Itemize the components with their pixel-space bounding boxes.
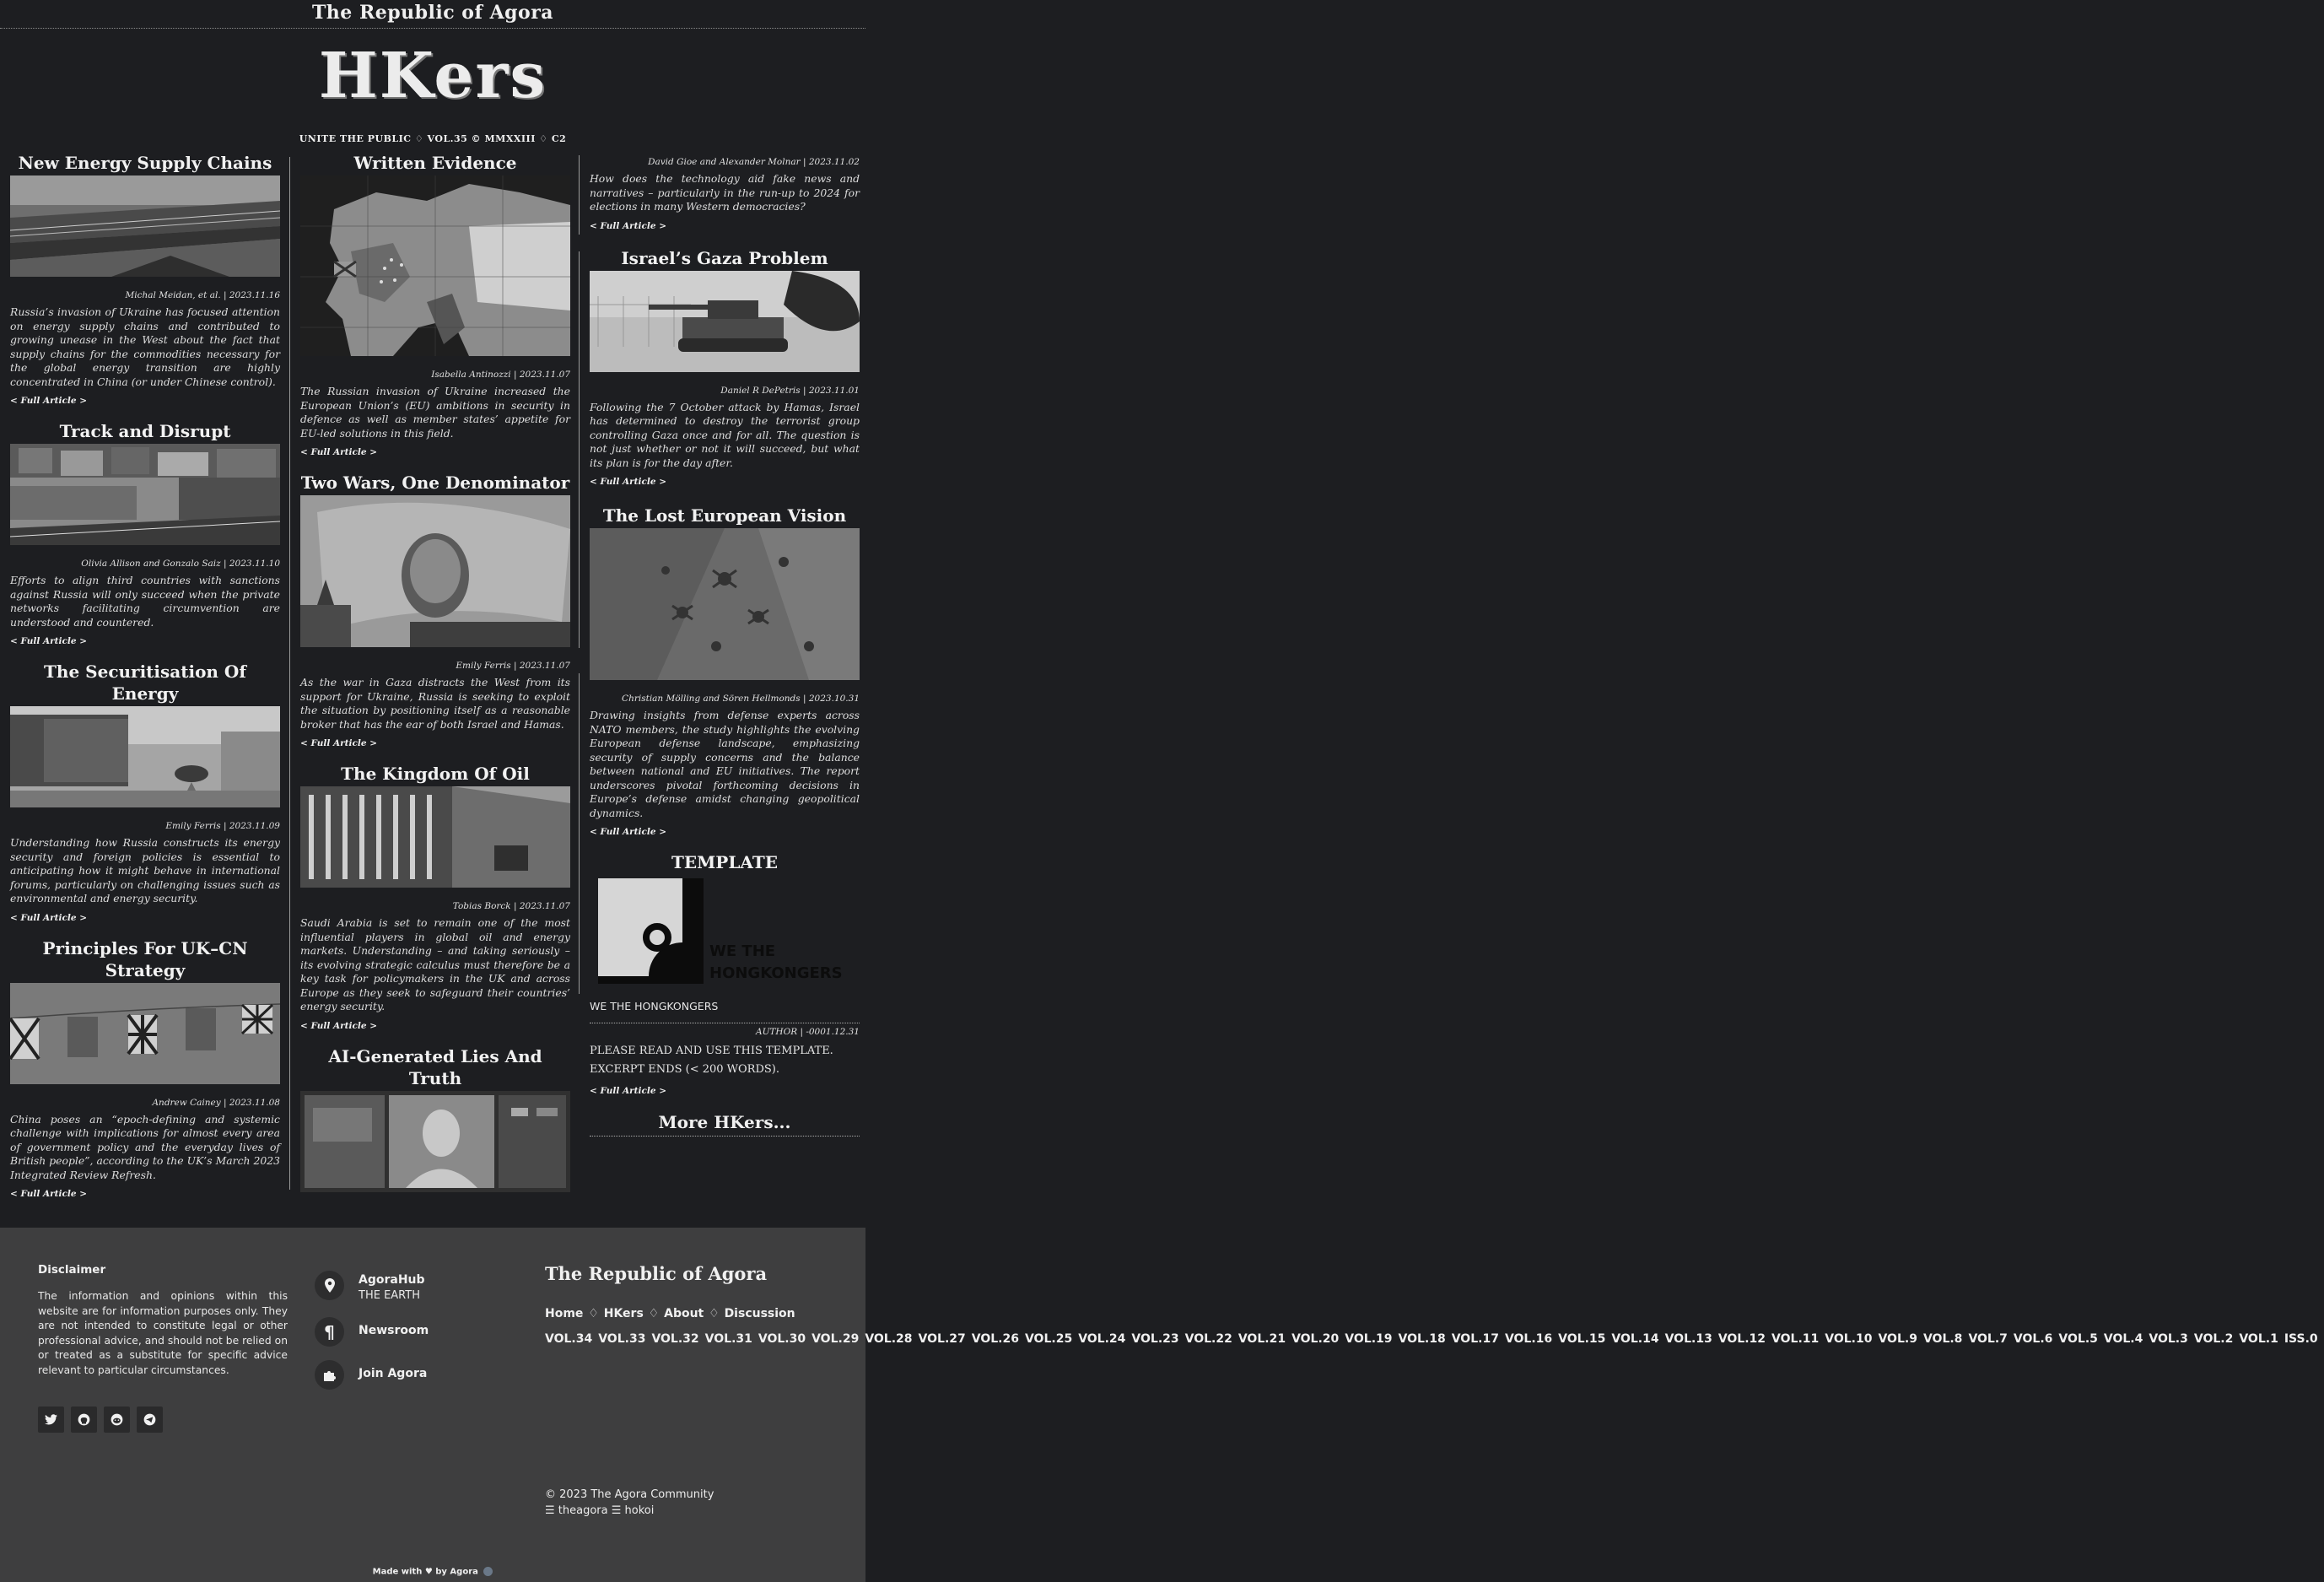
template-body-line-1: PLEASE READ AND USE THIS TEMPLATE. <box>590 1045 833 1057</box>
article-card <box>10 152 280 407</box>
logo-text-line-1: WE THE <box>709 942 776 960</box>
volume-link[interactable]: VOL.31 <box>704 1332 752 1346</box>
made-with-text: Made with <box>372 1567 423 1577</box>
issue-subline: UNITE THE PUBLIC ♢ VOL.35 © MMXXIII ♢ C2 <box>299 133 567 144</box>
nav-hkers[interactable]: HKers <box>603 1307 644 1320</box>
article-card <box>10 420 280 647</box>
volume-link[interactable]: VOL.28 <box>865 1332 913 1346</box>
volume-links <box>545 1328 2318 1350</box>
nav-about[interactable]: About <box>664 1307 704 1320</box>
volume-link[interactable]: VOL.25 <box>1024 1332 1073 1346</box>
article-image-flag-portrait[interactable] <box>300 495 570 647</box>
we-the-hongkongers-logo[interactable] <box>590 875 860 993</box>
column-divider <box>579 251 580 648</box>
agora-dot-icon <box>483 1567 493 1576</box>
article-title[interactable]: The Securitisation Of Energy <box>44 661 246 704</box>
column-divider <box>579 673 580 994</box>
volume-link[interactable]: VOL.30 <box>758 1332 806 1346</box>
full-article-link[interactable]: < Full Article > <box>300 447 378 457</box>
volume-link[interactable]: VOL.1 <box>2239 1332 2278 1346</box>
pilcrow-icon: ¶ <box>315 1317 344 1347</box>
template-body-line-2: EXCERPT ENDS (< 200 WORDS). <box>590 1063 779 1076</box>
volume-link[interactable]: VOL.26 <box>971 1332 1019 1346</box>
volume-link[interactable]: VOL.19 <box>1345 1332 1393 1346</box>
article-card <box>10 937 280 1201</box>
masthead-title: HKers <box>318 40 547 112</box>
volume-link[interactable]: VOL.3 <box>2149 1332 2188 1346</box>
nav-separator: ♢ <box>588 1307 599 1320</box>
article-card <box>300 763 570 1032</box>
full-article-link[interactable]: < Full Article > <box>590 827 667 837</box>
nav-discussion[interactable]: Discussion <box>724 1307 795 1320</box>
volume-link[interactable]: VOL.32 <box>651 1332 699 1346</box>
article-excerpt: China poses an “epoch-defining and systemic challenge with implications for almost every area of government policy and the everyday lives of British people”, according to the UK’s March 2023 Integrated Review Refresh. <box>10 1112 280 1181</box>
made-by-text: by Agora <box>435 1567 478 1577</box>
location-pin-icon <box>315 1271 344 1300</box>
article-excerpt: Drawing insights from defense experts across NATO members, the study highlights the evolving European defense landscape, emphasizing security of supply concerns and the balance between national and EU initiatives. The report underscores pivotal forthcoming decisions in Europe’s defense amidst changing geopolitical dynamics. <box>590 709 860 819</box>
article-columns <box>10 152 860 1198</box>
article-card <box>300 472 570 749</box>
volume-link[interactable]: VOL.21 <box>1237 1332 1286 1346</box>
footer-copyright <box>545 1487 714 1519</box>
volume-link[interactable]: VOL.12 <box>1717 1332 1766 1346</box>
article-title[interactable]: Written Evidence <box>353 153 517 173</box>
article-excerpt: Saudi Arabia is set to remain one of the most influential players in global oil and energy markets. Understanding – and taking seriously – its evolving strategic calculus must therefore be a key task for policymakers in the UK and across Europe as they seek to safeguard their countries’ energy security. <box>300 916 570 1012</box>
volume-link[interactable]: VOL.7 <box>1968 1332 2008 1346</box>
full-article-link[interactable]: < Full Article > <box>590 1086 667 1096</box>
volume-link[interactable]: VOL.6 <box>2013 1332 2053 1346</box>
article-meta: Olivia Allison and Gonzalo Saiz | 2023.11.10 <box>81 559 280 569</box>
column-left <box>10 152 280 1213</box>
site-footer <box>0 1228 2318 1582</box>
article-image-tank[interactable] <box>590 271 860 372</box>
article-excerpt: Understanding how Russia constructs its energy security and foreign policies is essential to anticipating how it might behave in international forums, particularly on challenging issues such as environmental and energy security. <box>10 836 280 904</box>
article-excerpt: Following the 7 October attack by Hamas, Israel has determined to destroy the terrorist group controlling Gaza once and for all. The question is not just whether or not it will succeed, but what its plan is for the day after. <box>590 400 860 469</box>
contact-sub: THE EARTH <box>359 1289 420 1302</box>
more-hkers-link[interactable]: More HKers... <box>590 1112 860 1137</box>
article-image-railway[interactable] <box>10 175 280 277</box>
column-right <box>590 152 860 1137</box>
volume-link[interactable]: VOL.2 <box>2193 1332 2234 1346</box>
volume-link[interactable]: VOL.17 <box>1451 1332 1499 1346</box>
disclaimer-text: The information and opinions within this website are for information purposes only. They are not intended to constitute legal or other professional advice, and should not be relied on or treated as a substitute for specific advice relevant to particular circumstances. <box>38 1290 288 1376</box>
article-image-flags[interactable] <box>10 983 280 1084</box>
article-card <box>10 661 280 924</box>
article-meta: Daniel R DePetris | 2023.11.01 <box>720 385 860 396</box>
template-card <box>590 851 860 1097</box>
article-image-containers[interactable] <box>10 444 280 545</box>
article-excerpt: The Russian invasion of Ukraine increased the European Union’s (EU) ambitions in security in defence as well as member states’ appetite for EU-led solutions in this field. <box>300 385 570 440</box>
template-title[interactable]: TEMPLATE <box>671 852 778 872</box>
volume-link[interactable]: VOL.10 <box>1825 1332 1873 1346</box>
full-article-link[interactable]: < Full Article > <box>10 1189 88 1199</box>
heart-icon: ♥ <box>424 1567 433 1577</box>
footer-links[interactable]: ☰ theagora ☰ hokoi <box>545 1504 655 1517</box>
article-meta: Andrew Cainey | 2023.11.08 <box>152 1097 280 1108</box>
contact-join-agora[interactable] <box>315 1360 427 1390</box>
volume-link[interactable]: VOL.9 <box>1878 1332 1917 1346</box>
contact-label: Join Agora <box>359 1367 428 1380</box>
footer-nav <box>545 1307 795 1320</box>
article-title[interactable]: AI-Generated Lies And Truth <box>328 1045 542 1088</box>
nav-separator: ♢ <box>648 1307 660 1320</box>
social-links <box>38 1407 163 1433</box>
article-card <box>590 247 860 489</box>
nav-separator: ♢ <box>709 1307 720 1320</box>
site-title-link[interactable]: The Republic of Agora <box>0 0 865 29</box>
article-title[interactable]: The Kingdom Of Oil <box>341 764 530 784</box>
article-image-drones[interactable] <box>590 528 860 680</box>
full-article-link[interactable]: < Full Article > <box>10 396 88 406</box>
article-title[interactable]: The Lost European Vision <box>602 505 847 526</box>
copyright-text: © 2023 The Agora Community <box>545 1488 714 1501</box>
article-card-continuation <box>590 157 860 232</box>
volume-link[interactable]: VOL.14 <box>1611 1332 1659 1346</box>
volume-link[interactable]: VOL.13 <box>1664 1332 1712 1346</box>
volume-link[interactable]: VOL.20 <box>1291 1332 1340 1346</box>
article-excerpt: Russia’s invasion of Ukraine has focused attention on energy supply chains and contributed to growing unease in the West about the fact that supply chains for the commodities necessary for the global energy transition are highly concentrated in China (or under Chinese control). <box>10 305 280 388</box>
template-caption: WE THE HONGKONGERS <box>590 1000 860 1023</box>
volume-link[interactable]: VOL.22 <box>1184 1332 1232 1346</box>
article-meta: Emily Ferris | 2023.11.07 <box>456 661 570 671</box>
volume-link[interactable]: VOL.5 <box>2058 1332 2098 1346</box>
full-article-link[interactable]: < Full Article > <box>590 220 667 231</box>
column-divider <box>289 157 290 1190</box>
made-with-credit <box>0 1567 865 1577</box>
logo-text-line-2: HONGKONGERS <box>709 964 843 982</box>
article-meta: David Gioe and Alexander Molnar | 2023.11.02 <box>648 157 860 167</box>
column-middle <box>300 152 570 1206</box>
full-article-link[interactable]: < Full Article > <box>590 477 667 487</box>
article-meta: Tobias Borck | 2023.11.07 <box>452 901 570 911</box>
volume-link[interactable]: VOL.34 <box>545 1332 593 1346</box>
volume-link[interactable]: VOL.16 <box>1504 1332 1553 1346</box>
disclaimer-title: Disclaimer <box>38 1263 106 1277</box>
article-title[interactable]: New Energy Supply Chains <box>18 153 272 173</box>
volume-link[interactable]: VOL.33 <box>598 1332 646 1346</box>
contact-label: Newsroom <box>359 1324 429 1337</box>
column-divider <box>579 155 580 235</box>
article-excerpt: How does the technology aid fake news and narratives – particularly in the run-up to 2024 for elections in many Western democracies? <box>590 172 860 213</box>
full-article-link[interactable]: < Full Article > <box>10 912 88 923</box>
template-meta: AUTHOR | -0001.12.31 <box>756 1027 860 1037</box>
article-excerpt: As the war in Gaza distracts the West from its support for Ukraine, Russia is seeking to exploit the situation by positioning itself as a reasonable broker that has the ear of both Israel and Hamas. <box>300 676 570 731</box>
puzzle-icon <box>315 1360 344 1390</box>
contact-newsroom[interactable] <box>315 1317 429 1347</box>
article-meta: Isabella Antinozzi | 2023.11.07 <box>431 370 570 380</box>
volume-link[interactable]: VOL.27 <box>918 1332 966 1346</box>
contact-label: AgoraHub <box>359 1273 425 1287</box>
article-card <box>590 505 860 838</box>
volume-link[interactable]: VOL.23 <box>1131 1332 1179 1346</box>
volume-link[interactable]: VOL.18 <box>1398 1332 1446 1346</box>
article-meta: Christian Mölling and Sören Hellmonds | 2023.10.31 <box>622 694 860 704</box>
article-image-ai-screens[interactable] <box>300 1091 570 1192</box>
volume-link[interactable]: VOL.11 <box>1771 1332 1820 1346</box>
full-article-link[interactable]: < Full Article > <box>10 636 88 646</box>
article-title[interactable]: Principles For UK–CN Strategy <box>42 937 248 980</box>
twitter-icon[interactable] <box>38 1407 64 1433</box>
volume-link[interactable]: VOL.8 <box>1922 1332 1963 1346</box>
footer-brand[interactable]: The Republic of Agora <box>545 1263 768 1284</box>
volume-link[interactable]: VOL.4 <box>2103 1332 2143 1346</box>
reddit-icon[interactable] <box>104 1407 130 1433</box>
volume-link[interactable]: ISS.0 <box>2284 1332 2318 1346</box>
article-meta: Michal Meidan, et al. | 2023.11.16 <box>125 290 280 300</box>
article-image-tank-cars[interactable] <box>10 706 280 807</box>
article-image-europe-map[interactable] <box>300 175 570 356</box>
article-title[interactable]: Two Wars, One Denominator <box>300 472 570 493</box>
article-title[interactable]: Track and Disrupt <box>59 421 231 441</box>
github-icon[interactable] <box>71 1407 97 1433</box>
article-image-opec-building[interactable] <box>300 786 570 888</box>
article-card <box>300 1045 570 1192</box>
volume-link[interactable]: VOL.24 <box>1078 1332 1126 1346</box>
full-article-link[interactable]: < Full Article > <box>300 1020 378 1031</box>
volume-link[interactable]: VOL.29 <box>812 1332 860 1346</box>
article-title[interactable]: Israel’s Gaza Problem <box>621 247 828 268</box>
contact-agorahub[interactable] <box>315 1271 425 1302</box>
full-article-link[interactable]: < Full Article > <box>300 738 378 748</box>
article-excerpt: Efforts to align third countries with sanctions against Russia will only succeed when the private networks facilitating circumvention are understood and countered. <box>10 574 280 629</box>
nav-home[interactable]: Home <box>545 1307 584 1320</box>
article-meta: Emily Ferris | 2023.11.09 <box>165 821 280 831</box>
volume-link[interactable]: VOL.15 <box>1558 1332 1606 1346</box>
article-card <box>300 152 570 458</box>
telegram-icon[interactable] <box>137 1407 163 1433</box>
